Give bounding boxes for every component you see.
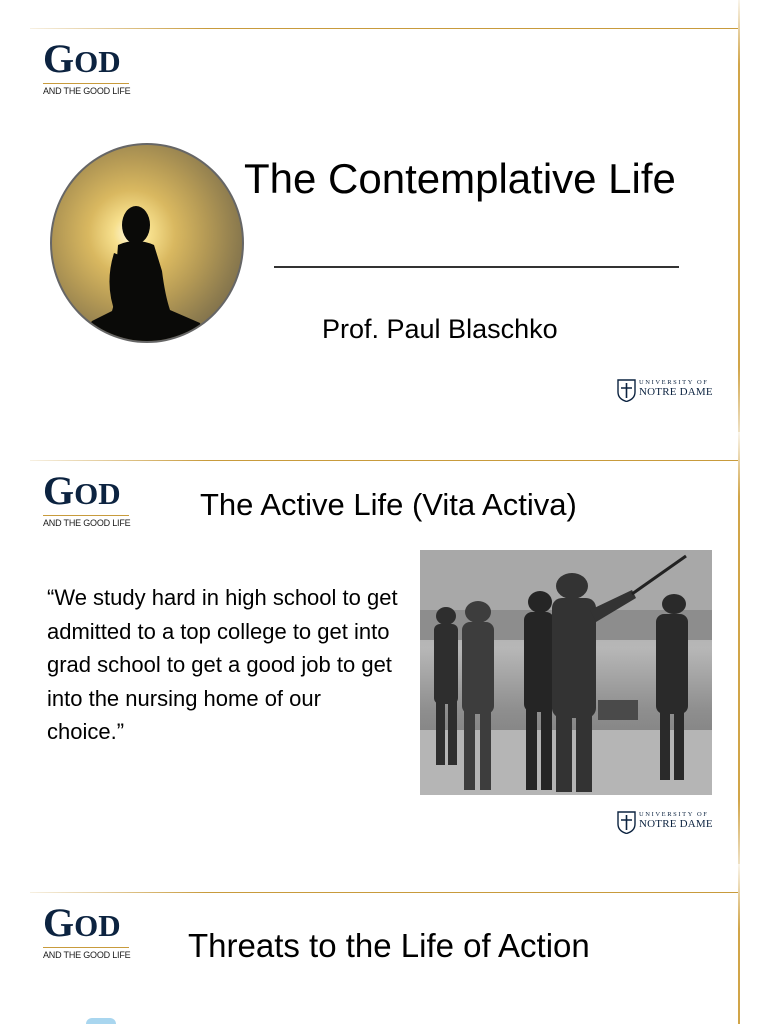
- notre-dame-logo: UNIVERSITY OF NOTRE DAME: [617, 378, 727, 404]
- soldiers-photo: [420, 550, 712, 795]
- slide-active-life: [0, 432, 768, 864]
- title-underline: [274, 266, 679, 268]
- slide-title: Threats to the Life of Action: [188, 927, 590, 964]
- top-divider: [30, 28, 738, 29]
- slide-title: The Contemplative Life: [244, 155, 676, 202]
- top-divider: [30, 460, 738, 461]
- side-divider: [738, 864, 740, 1024]
- side-divider: [738, 432, 740, 864]
- slide-contemplative-life: [0, 0, 768, 432]
- quote-text: “We study hard in high school to get admitted to a top college to get into grad school to get a good job to get into the nursing home of our choice.”: [47, 585, 398, 745]
- partial-image: [86, 1018, 116, 1024]
- author-name: Prof. Paul Blaschko: [322, 314, 558, 344]
- god-good-life-logo: GOD AND THE GOOD LIFE: [43, 900, 131, 960]
- shield-icon: [617, 811, 636, 834]
- meditation-silhouette-image: [50, 143, 244, 343]
- god-good-life-logo: GOD AND THE GOOD LIFE: [43, 36, 131, 96]
- notre-dame-logo: UNIVERSITY OF NOTRE DAME: [617, 810, 727, 836]
- slide-threats-life-of-action: [0, 864, 768, 1024]
- top-divider: [30, 892, 738, 893]
- side-divider: [738, 0, 740, 432]
- god-good-life-logo: GOD AND THE GOOD LIFE: [43, 468, 131, 528]
- shield-icon: [617, 379, 636, 402]
- slide-title: The Active Life (Vita Activa): [200, 487, 577, 522]
